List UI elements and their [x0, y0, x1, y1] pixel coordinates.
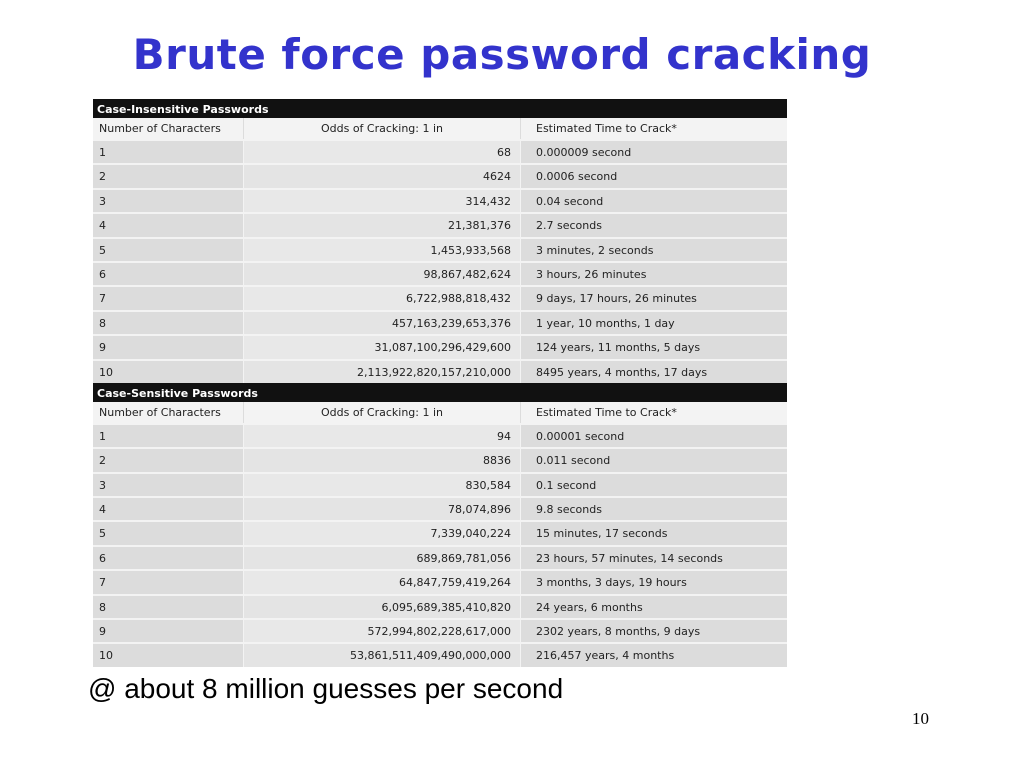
cell-characters: 1 — [93, 141, 244, 163]
table-row — [93, 642, 787, 666]
table-body — [93, 139, 787, 383]
column-header-odds: Odds of Cracking: 1 in — [244, 402, 521, 423]
cell-characters: 8 — [93, 596, 244, 618]
table-row — [93, 285, 787, 309]
table-row — [93, 594, 787, 618]
cell-time: 23 hours, 57 minutes, 14 seconds — [536, 551, 723, 565]
cell-characters: 4 — [93, 214, 244, 236]
cell-time: 0.04 second — [536, 194, 604, 208]
table-row — [93, 310, 787, 334]
cell-time: 3 months, 3 days, 19 hours — [536, 576, 687, 590]
password-cracking-table — [93, 99, 787, 667]
cell-characters: 10 — [93, 644, 244, 666]
table-row — [93, 447, 787, 471]
case-insensitive-section — [93, 99, 787, 383]
table-row — [93, 496, 787, 520]
table-row — [93, 261, 787, 285]
cell-odds: 830,584 — [244, 474, 521, 496]
cell-characters: 4 — [93, 498, 244, 520]
cell-characters: 5 — [93, 239, 244, 261]
cell-odds: 53,861,511,409,490,000,000 — [244, 644, 521, 666]
cell-time: 15 minutes, 17 seconds — [536, 527, 668, 541]
cell-time: 124 years, 11 months, 5 days — [536, 341, 701, 355]
table-row — [93, 237, 787, 261]
cell-characters: 8 — [93, 312, 244, 334]
table-row — [93, 569, 787, 593]
table-row — [93, 334, 787, 358]
column-header-time: Estimated Time to Crack* — [536, 122, 677, 135]
cell-odds: 2,113,922,820,157,210,000 — [244, 361, 521, 383]
cell-time: 0.00001 second — [536, 429, 625, 443]
table-row — [93, 618, 787, 642]
cell-odds: 21,381,376 — [244, 214, 521, 236]
cell-time: 8495 years, 4 months, 17 days — [536, 365, 708, 379]
cell-time: 3 hours, 26 minutes — [536, 267, 647, 281]
cell-odds: 4624 — [244, 165, 521, 187]
cell-characters: 7 — [93, 571, 244, 593]
cell-odds: 78,074,896 — [244, 498, 521, 520]
table-row — [93, 212, 787, 236]
case-sensitive-section — [93, 383, 787, 667]
cell-odds: 94 — [244, 425, 521, 447]
table-row — [93, 188, 787, 212]
cell-odds: 6,722,988,818,432 — [244, 287, 521, 309]
cell-time: 2.7 seconds — [536, 219, 602, 233]
cell-characters: 1 — [93, 425, 244, 447]
cell-characters: 3 — [93, 190, 244, 212]
cell-characters: 10 — [93, 361, 244, 383]
cell-characters: 9 — [93, 620, 244, 642]
cell-characters: 6 — [93, 547, 244, 569]
cell-time: 2302 years, 8 months, 9 days — [536, 625, 701, 639]
cell-time: 0.1 second — [536, 478, 597, 492]
section-header: Case-Sensitive Passwords — [93, 383, 787, 402]
cell-characters: 5 — [93, 522, 244, 544]
table-row — [93, 359, 787, 383]
column-header-odds: Odds of Cracking: 1 in — [244, 118, 521, 139]
section-header: Case-Insensitive Passwords — [93, 99, 787, 118]
cell-odds: 1,453,933,568 — [244, 239, 521, 261]
cell-characters: 6 — [93, 263, 244, 285]
column-headers — [93, 118, 787, 139]
cell-characters: 3 — [93, 474, 244, 496]
page-number: 10 — [912, 709, 929, 728]
table-row — [93, 139, 787, 163]
cell-time: 9 days, 17 hours, 26 minutes — [536, 292, 697, 306]
cell-time: 0.000009 second — [536, 146, 632, 159]
cell-odds: 98,867,482,624 — [244, 263, 521, 285]
cell-odds: 6,095,689,385,410,820 — [244, 596, 521, 618]
cell-time: 216,457 years, 4 months — [536, 649, 675, 663]
cell-odds: 64,847,759,419,264 — [244, 571, 521, 593]
cell-odds: 7,339,040,224 — [244, 522, 521, 544]
cell-characters: 2 — [93, 165, 244, 187]
cell-characters: 2 — [93, 449, 244, 471]
cell-time: 3 minutes, 2 seconds — [536, 243, 654, 257]
cell-odds: 31,087,100,296,429,600 — [244, 336, 521, 358]
column-header-characters: Number of Characters — [93, 118, 244, 139]
cell-odds: 68 — [244, 141, 521, 163]
cell-odds: 8836 — [244, 449, 521, 471]
cell-odds: 689,869,781,056 — [244, 547, 521, 569]
cell-characters: 7 — [93, 287, 244, 309]
cell-characters: 9 — [93, 336, 244, 358]
table-row — [93, 545, 787, 569]
cell-time: 9.8 seconds — [536, 503, 602, 517]
column-header-time: Estimated Time to Crack* — [536, 405, 677, 419]
cell-time: 0.011 second — [536, 454, 611, 468]
table-row — [93, 520, 787, 544]
cell-odds: 457,163,239,653,376 — [244, 312, 521, 334]
cell-odds: 572,994,802,228,617,000 — [244, 620, 521, 642]
slide-title: Brute force password cracking — [132, 30, 872, 79]
table-row — [93, 423, 787, 447]
cell-time: 24 years, 6 months — [536, 600, 643, 614]
cell-odds: 314,432 — [244, 190, 521, 212]
cell-time: 0.0006 second — [536, 170, 618, 184]
table-body — [93, 423, 787, 667]
cell-time: 1 year, 10 months, 1 day — [536, 316, 675, 330]
column-headers — [93, 402, 787, 423]
guess-rate-note: @ about 8 million guesses per second — [88, 673, 564, 704]
table-row — [93, 163, 787, 187]
table-row — [93, 472, 787, 496]
column-header-characters: Number of Characters — [93, 402, 244, 423]
